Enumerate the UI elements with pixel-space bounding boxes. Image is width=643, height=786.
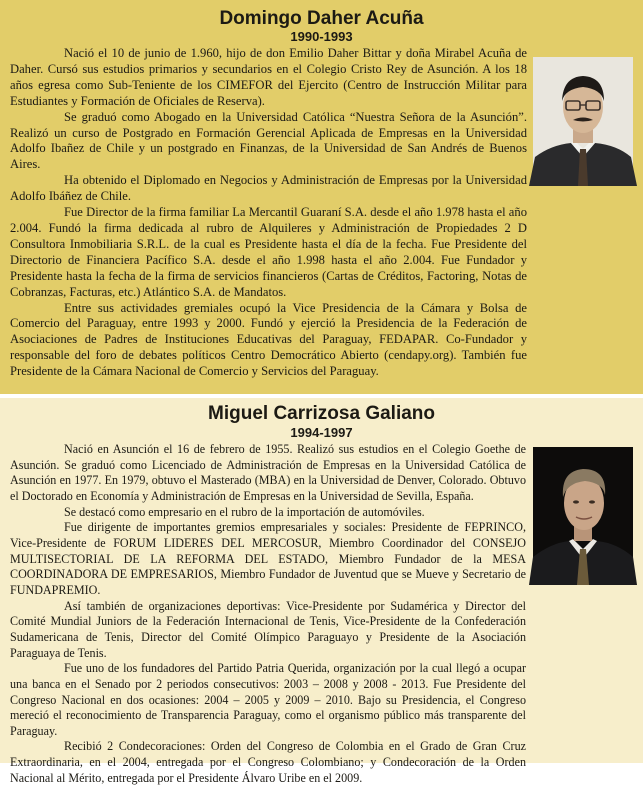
portrait-illustration [533,447,633,585]
person-name: Miguel Carrizosa Galiano [208,403,435,424]
bio-paragraph: Entre sus actividades gremiales ocupó la Vice Presidencia de la Cámara y Bolsa de Comercio del Paraguay, entre 1993 y 2000. Fundó y ejerció la Presidencia de la Federación de Asociaciones de Padres de Instituciones Educativas del Paraguay, FEDAPAR. Co-Fundador y responsable del foro de debates políticos Centro Democrático Abierto (cendapy.org). También fue Presidente de la Cámara Nacional de Comercio y Servicios del Paraguay. [10,300,527,379]
bio-paragraph: Ha obtenido el Diplomado en Negocios y Administración de Empresas por la Universidad Adolfo Ibáñez de Chile. [10,173,527,204]
bio-paragraph: Así también de organizaciones deportivas: Vice-Presidente por Sudamérica y Director del Comité Mundial Juniors de la Federación Internacional de Tenis, Vice-Presidente de la Confederación Sudamericana de Tenis, Director del Comité Olímpico Paraguayo y Presidente de la Asociación Paraguaya de Tenis. [10,598,526,660]
bio-paragraph: Nació en Asunción el 16 de febrero de 1955. Realizó sus estudios en el Colegio Goethe de Asunción. Se graduó como Licenciado de Administración de Empresas en la Universidad Católica de Asunción en 1977. En 1979, obtuvo el Masterado (MBA) en la Universidad de Denver, Colorado. Obtuvo el Doctorado en Economía y Administración de Empresas en la Universidad de Sevilla, España. [10,442,526,503]
portrait-photo [533,447,633,585]
portrait-photo [533,57,633,186]
term-years: 1994-1997 [290,425,353,440]
person-name: Domingo Daher Acuña [219,8,424,29]
biography-text [10,46,527,380]
bio-paragraph: Nació el 10 de junio de 1.960, hijo de don Emilio Daher Bittar y doña Mirabel Acuña de Daher. Cursó sus estudios primarios y secundarios en el Colegio Cristo Rey de Asunción. A los 18 años egresa como Sub-Teniente de los CIMEFOR del Ejercito (Centro de Instrucción Militar para Estudiantes y Formación de Oficiales de Reserva). [10,46,527,108]
portrait-illustration [533,57,633,186]
bio-paragraph: Recibió 2 Condecoraciones: Orden del Congreso de Colombia en el Grado de Gran Cruz Extraordinaria, en el 2004, entregada por el Congreso Colombiano; y Condecoración de la Orden Nacional al Mérito, entregada por el Presidente Álvaro Uribe en el 2009. [10,739,526,785]
biography-text [10,442,526,786]
bio-paragraph: Se destacó como empresario en el rubro de la importación de automóviles. [64,504,425,519]
bio-paragraph: Fue dirigente de importantes gremios empresariales y sociales: Presidente de FEPRINCO, Vice-Presidente de FORUM LIDERES DEL MERCOSUR, Miembro Coordinador del CONSEJO MULTISECTORIAL DE LA REFORMA DEL ESTADO, Miembro Fundador de la MESA COORDINADORA DE EMPRESARIOS, Miembro Fundador de Juventud que se Mueve y Secretario de FUNDAPREMIO. [10,520,526,597]
bio-paragraph: Se graduó como Abogado en la Universidad Católica “Nuestra Señora de la Asunción”. Realizó un curso de Postgrado en Formación Gerencial Aplicada de Empresas en la Universidad Adolfo Ibañez de Chile y un postgrado en Finanzas, de la Universidad de San Andrés de Buenos Aires. [10,109,527,172]
bio-paragraph: Fue Director de la firma familiar La Mercantil Guaraní S.A. desde el año 1.978 hasta el año 2.004. Fundó la firma dedicada al rubro de Alquileres y Administración de Propiedades 2 D Consultora Inmobiliaria S.R.L. de la cual es Presidente hasta el día de la fecha. Fue Presidente del Directorio de Financiera Pacífico S.A. desde el año 1.998 hasta el año 2.004. Fue Fundador y Presidente hasta la fecha de la firma de servicios financieros (Cartas de Créditos, Factoring, Notas de Cobranzas, Facturas, etc.) Atlántico S.A. de Mandatos. [10,205,527,299]
term-years: 1990-1993 [290,29,353,44]
bio-paragraph: Fue uno de los fundadores del Partido Patria Querida, organización por la cual llegó a ocupar una banca en el Senado por 2 periodos consecutivos: 2003 – 2008 y 2008 - 2013. Fue Presidente del Congreso Nacional en dos ocasiones: 2004 – 2005 y 2009 – 2010. Bajo su Presidencia, el Congreso mereció el reconocimiento de Transparencia Paraguay, como el organismo público más transparente del Paraguay. [10,661,526,738]
